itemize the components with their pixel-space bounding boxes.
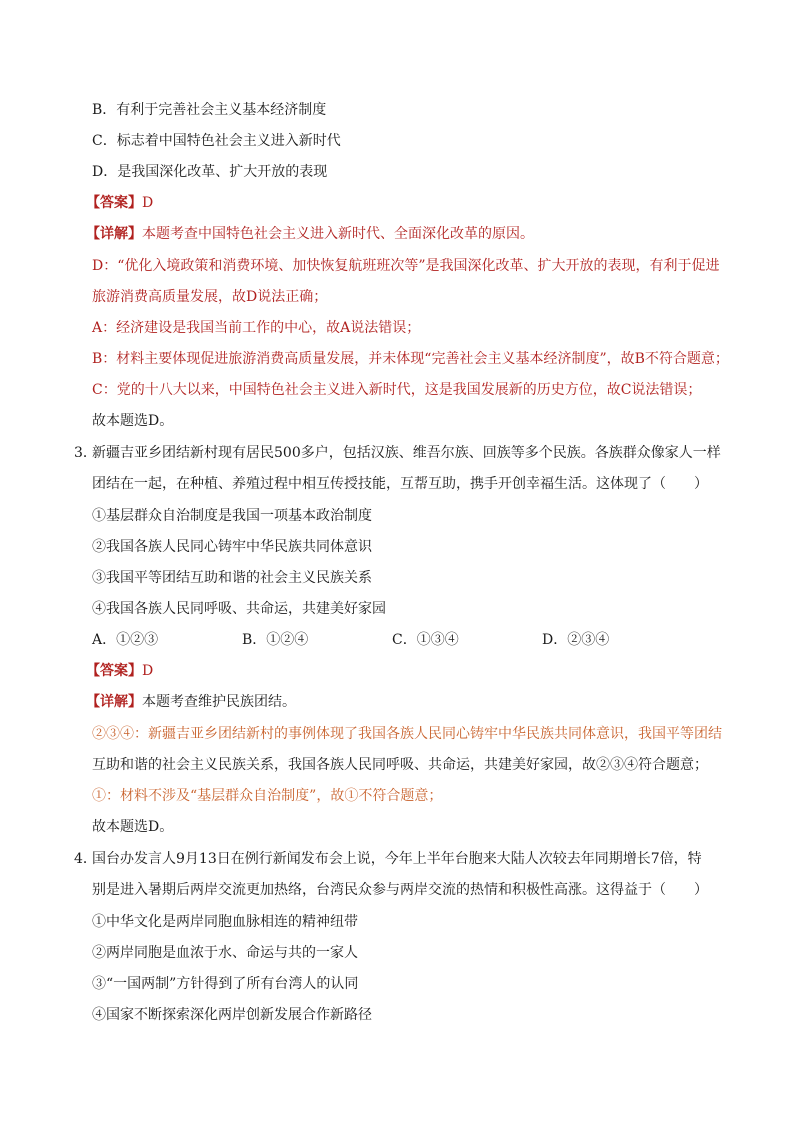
q3-option-c: C．①③④ bbox=[392, 632, 459, 648]
q2-d-explain-1: D：“优化入境政策和消费环境、加快恢复航班班次等”是我国深化改革、扩大开放的表现，有利于促进 bbox=[92, 258, 720, 274]
q2-d-explain-2: 旅游消费高质量发展，故D说法正确； bbox=[92, 289, 328, 305]
answer-tag: 【答案】 bbox=[86, 195, 142, 211]
q3-option-a: A．①②③ bbox=[92, 632, 159, 648]
q3-number: 3． bbox=[74, 445, 97, 461]
q3-explain-1: ②③④：新疆吉亚乡团结新村的事例体现了我国各族人民同心铸牢中华民族共同体意识，我国平等团结 bbox=[92, 726, 722, 742]
q3-item-1: ①基层群众自治制度是我国一项基本政治制度 bbox=[92, 508, 372, 524]
q3-item-2: ②我国各族人民同心铸牢中华民族共同体意识 bbox=[92, 539, 372, 555]
q3-options bbox=[92, 630, 692, 650]
q2-answer bbox=[86, 193, 153, 213]
detail-intro: 本题考查维护民族团结。 bbox=[142, 694, 296, 710]
q3-option-b: B．①②④ bbox=[242, 632, 309, 648]
detail-tag: 【详解】 bbox=[86, 694, 142, 710]
q4-stem-1: 国台办发言人9月13日在例行新闻发布会上说，今年上半年台胞来大陆人次较去年同期增长7倍，特 bbox=[92, 851, 702, 867]
q2-b-explain: B：材料主要体现促进旅游消费高质量发展，并未体现“完善社会主义基本经济制度”，故B不符合题意； bbox=[92, 351, 729, 367]
q4-item-3: ③“一国两制”方针得到了所有台湾人的认同 bbox=[92, 976, 359, 992]
answer-tag: 【答案】 bbox=[86, 663, 142, 679]
q4-item-2: ②两岸同胞是血浓于水、命运与共的一家人 bbox=[92, 945, 358, 961]
detail-tag: 【详解】 bbox=[86, 226, 142, 242]
q3-item-4: ④我国各族人民同呼吸、共命运，共建美好家园 bbox=[92, 601, 386, 617]
detail-intro: 本题考查中国特色社会主义进入新时代、全面深化改革的原因。 bbox=[142, 226, 534, 242]
q4-item-4: ④国家不断探索深化两岸创新发展合作新路径 bbox=[92, 1007, 372, 1023]
q3-stem-1: 新疆吉亚乡团结新村现有居民500多户，包括汉族、维吾尔族、回族等多个民族。各族群众像家人一样 bbox=[92, 445, 721, 461]
q4-stem-2: 别是进入暑期后两岸交流更加热络，台湾民众参与两岸交流的热情和积极性高涨。这得益于（ ） bbox=[92, 882, 708, 898]
answer-value: D bbox=[142, 663, 154, 679]
answer-value: D bbox=[142, 195, 154, 211]
q2-a-explain: A：经济建设是我国当前工作的中心，故A说法错误； bbox=[92, 320, 421, 336]
q3-conclusion: 故本题选D。 bbox=[92, 819, 174, 835]
q3-detail bbox=[86, 692, 296, 712]
q2-conclusion: 故本题选D。 bbox=[92, 413, 174, 429]
q3-explain-3: ①：材料不涉及“基层群众自治制度”，故①不符合题意； bbox=[92, 788, 443, 804]
q3-answer bbox=[86, 661, 153, 681]
q2-option-b: B．有利于完善社会主义基本经济制度 bbox=[92, 102, 327, 118]
q3-option-d: D．②③④ bbox=[542, 632, 610, 648]
q2-option-c: C．标志着中国特色社会主义进入新时代 bbox=[92, 133, 341, 149]
q3-explain-2: 互助和谐的社会主义民族关系，我国各族人民同呼吸、共命运，共建美好家园，故②③④符合题意； bbox=[92, 757, 708, 773]
q2-option-d: D．是我国深化改革、扩大开放的表现 bbox=[92, 164, 328, 180]
q2-detail bbox=[86, 224, 534, 244]
q4-item-1: ①中华文化是两岸同胞血脉相连的精神纽带 bbox=[92, 914, 358, 930]
q3-stem-2: 团结在一起，在种植、养殖过程中相互传授技能，互帮互助，携手开创幸福生活。这体现了（ ） bbox=[92, 476, 708, 492]
q2-c-explain: C：党的十八大以来，中国特色社会主义进入新时代，这是我国发展新的历史方位，故C说法错误； bbox=[92, 382, 702, 398]
q4-number: 4． bbox=[74, 851, 97, 867]
q3-item-3: ③我国平等团结互助和谐的社会主义民族关系 bbox=[92, 570, 372, 586]
